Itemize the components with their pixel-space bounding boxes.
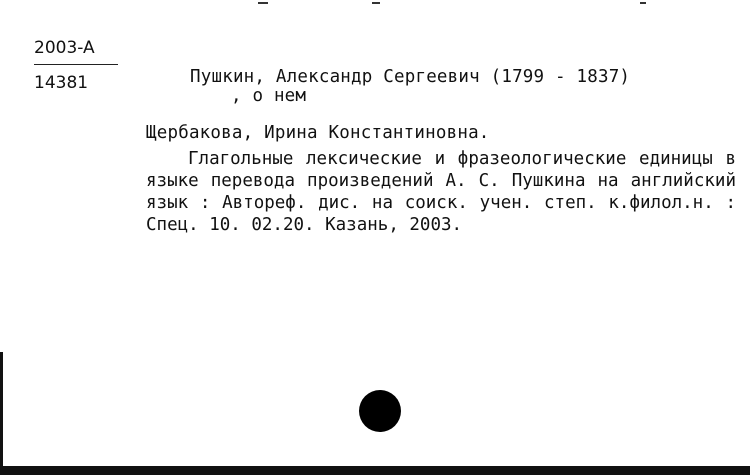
card-left-edge — [0, 352, 3, 475]
top-speck — [258, 2, 268, 4]
top-speck — [640, 2, 646, 4]
card-bottom-edge — [0, 466, 750, 475]
subject-subheading: , о нем — [231, 86, 307, 106]
call-number-top: 2003-A — [34, 38, 118, 65]
top-speck — [372, 2, 380, 4]
call-number — [34, 38, 118, 93]
subject-heading: Пушкин, Александр Сергеевич (1799 - 1837) — [190, 67, 631, 87]
punch-hole — [359, 390, 401, 432]
record-description: Глагольные лексические и фразеологические единицы в языке перевода произведений А. С. Пушкина на английский язык : Автореф. дис. на соиск. учен. степ. к.филол.н. : Спец. 10. 02.20. Казань, 2003. — [146, 149, 736, 235]
call-number-bottom: 14381 — [34, 73, 89, 93]
record-author: Щербакова, Ирина Константиновна. — [146, 123, 490, 143]
